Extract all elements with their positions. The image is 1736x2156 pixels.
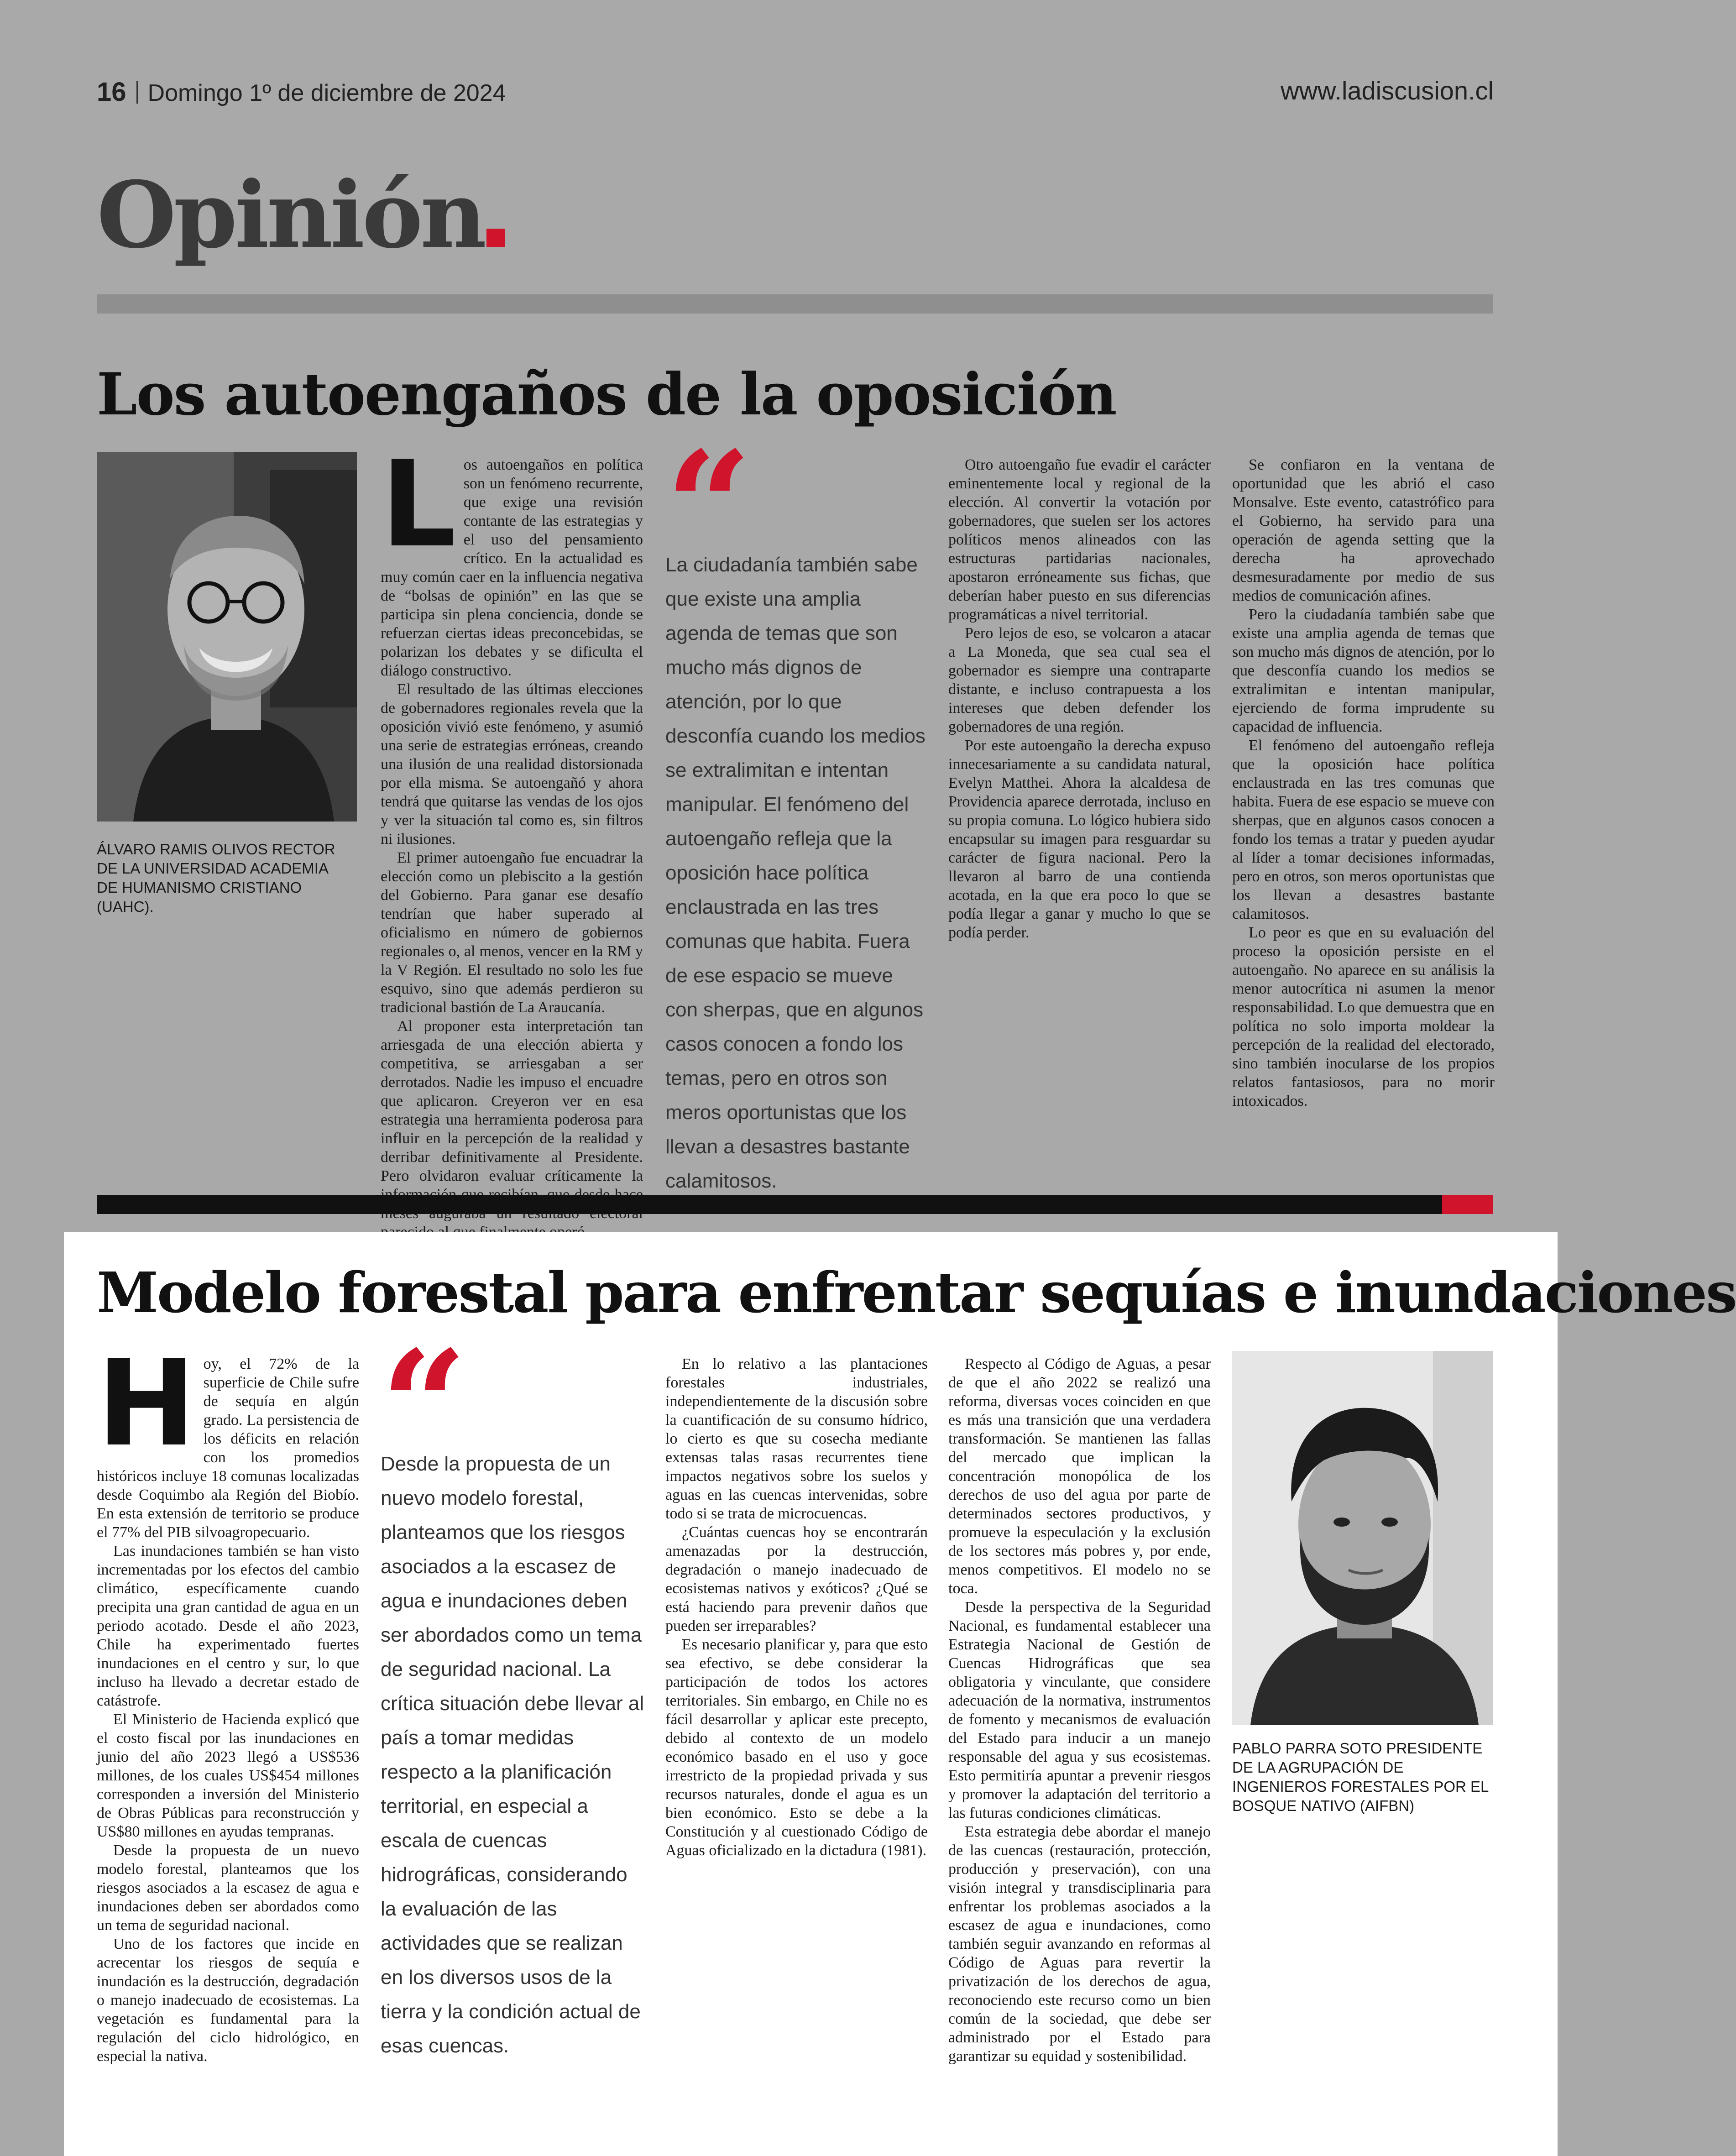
article2-headline: Modelo forestal para enfrentar sequías e inundaciones bbox=[97, 1260, 1736, 1325]
article2-paragraph: Las inundaciones también se han visto incrementadas por los efectos del cambio climático, específicamente cuando precipita una gran cantidad de agua en un periodo acotado. Desde el año 2023, Chile ha experimentado fuertes inundaciones en el centro y sur, lo que incluso ha llevado a decretar estado de catástrofe. bbox=[97, 1543, 359, 1709]
page-number: 16 bbox=[97, 77, 126, 107]
section-title bbox=[97, 162, 505, 269]
article-divider-rule bbox=[97, 1195, 1493, 1214]
section-dot-icon bbox=[486, 229, 505, 247]
author-photo-2 bbox=[1232, 1351, 1493, 1725]
article1-paragraph: Por este autoengaño la derecha expuso innecesariamente a su candidata natural, Evelyn Matthei. Ahora la alcaldesa de Providencia aparece derrotada, incluso en su propia comuna. Lo lógico hubiera sido encapsular su imagen para resguardar su carácter de figura nacional. Pero la llevaron al barro de una contienda acotada, en la que era poco lo que se podía llegar a ganar y mucho lo que se podía perder. bbox=[948, 737, 1211, 941]
section-rule bbox=[97, 294, 1493, 314]
article2-column-4 bbox=[948, 1355, 1211, 2130]
drop-cap: L bbox=[381, 436, 456, 574]
article1-paragraph bbox=[381, 436, 643, 680]
quote-mark-icon: “ bbox=[665, 418, 734, 595]
website-link[interactable]: www.ladiscusion.cl bbox=[1281, 76, 1494, 105]
article2-paragraph: En lo relativo a las plantaciones forestales industriales, independientemente de la discusión sobre la cuantificación de su consumo hídrico, lo cierto es que su cosecha mediante extensas talas rasas recurrentes tiene impactos negativos sobre los suelos y aguas en las cuencas intervenidas, sobre todo si se trata de microcuencas. bbox=[665, 1355, 928, 1522]
article1-paragraph: Al proponer esta interpretación tan arriesgada de una elección abierta y competitiva, se arriesgaban a ser derrotados. Nadie les impuso el encuadre que aplicaron. Creyeron ver en esa estrategia una herramienta poderosa para influir en la percepción de la realidad y derribar definitivamente al Presidente. Pero olvidaron evaluar críticamente la bbox=[381, 1018, 643, 1184]
article2-pull-quote bbox=[381, 1317, 648, 2063]
drop-cap: H bbox=[97, 1335, 196, 1473]
article2-paragraph: Es necesario planificar y, para que esto sea efectivo, se debe considerar la participación de todos los actores territoriales. Sin embargo, en Chile no es fácil desarrollar y aplicar este precepto, debido al contexto de un modelo económico basado en el uso y goce irrestricto de la propiedad privada y sus recursos naturales, donde el agua es un bien económico. Esto se debe a la Constitución y al cuestionado Código de Aguas oficializado en la dictadura (1981). bbox=[665, 1636, 928, 1859]
article2-paragraph: El Ministerio de Hacienda explicó que el costo fiscal por las inundaciones en junio del año 2023 llegó a US$536 millones, de los cuales US$454 millones corresponden a inversión del Ministerio de Obras Públicas para reconstrucción y US$80 millones en ayudas tempranas. bbox=[97, 1711, 359, 1840]
page-date: Domingo 1º de diciembre de 2024 bbox=[147, 80, 506, 106]
article1-paragraph: El resultado de las últimas elecciones de gobernadores regionales revela que la oposición vivió este fenómeno, y asumió una serie de estrategias erróneas, creando una ilusión de una realidad distorsionada por ella misma. Se autoengañó y ahora tendrá que quitarse las vendas de los ojos y ver la situación tal como es, sin filtros ni ilusiones. bbox=[381, 681, 643, 848]
article1-column-4 bbox=[1232, 455, 1495, 1186]
author-photo-1 bbox=[97, 452, 357, 822]
author-caption-2: PABLO PARRA SOTO PRESIDENTE DE LA AGRUPACIÓN DE INGENIEROS FORESTALES POR EL BOSQUE NATIVO (AIFBN) bbox=[1232, 1740, 1489, 1814]
quote-mark-icon: “ bbox=[381, 1317, 449, 1494]
article1-paragraph: Pero la ciudadanía también sabe que existe una amplia agenda de temas que son mucho más dignos de atención, por lo que desconfía cuando los medios se extralimitan e intentan manipular, ejerciendo de forma imprudente su capacidad de influencia. bbox=[1232, 606, 1495, 735]
article2-paragraph: Esta estrategia debe abordar el manejo de las cuencas (restauración, protección, producción y preservación), con una visión integral y transdisciplinaria para enfrentar los problemas asociados a la escasez de agua e inundaciones, como también seguir avanzando en reformas al Código de Aguas para revertir la privatización de los derechos de agua, reconociendo este recurso como un bien común de la sociedad, que debe ser administrado por el Estado para garantizar su equidad y sostenibilidad. bbox=[948, 1823, 1211, 2065]
article2-paragraph: ¿Cuántas cuencas hoy se encontrarán amenazadas por la destrucción, degradación o manejo inadecuado de ecosistemas nativos y exóticos? ¿Qué se está haciendo para prevenir daños que pueden ser irreparables? bbox=[665, 1524, 928, 1634]
article2-paragraph: Uno de los factores que incide en acrecentar los riesgos de sequía e inundación es la destrucción, degradación o manejo inadecuado de ecosistemas. La vegetación es fundamental para la regulación del ciclo hidrológico, en especial la nativa. bbox=[97, 1936, 359, 2065]
article-divider-accent bbox=[1442, 1195, 1493, 1214]
article2-paragraph-text: oy, el 72% de la superficie de Chile sufre de sequía en algún grado. La persistencia de los déficits en relación con los promedios históricos incluye 18 comunas localizadas desde Coquimbo ala Región del Biobío. En esta extensión de territorio se produce el 77% del PIB silvoagropecuario. bbox=[97, 1355, 359, 1541]
article1-paragraph: El fenómeno del autoengaño refleja que la oposición hace política enclaustrada en las tres comunas que habita. Fuera de ese espacio se mueve con sherpas, que en algunos casos conocen a fondo los temas a tratar y pueden ayudar al líder a tomar decisiones informadas, pero en otros, son meros oportunistas que los llevan a desastres bastante calamitosos. bbox=[1232, 737, 1495, 922]
author-portrait-2-icon bbox=[1232, 1351, 1493, 1725]
article1-column-1 bbox=[381, 436, 643, 1186]
article1-paragraph: Se confiaron en la ventana de oportunidad que les abrió el caso Monsalve. Este evento, catastrófico para el Gobierno, ha servido para una operación de agenda setting que la derecha ha aprovechado desmesuradamente por medio de sus medios de comunicación afines. bbox=[1232, 456, 1495, 604]
article1-paragraph: Otro autoengaño fue evadir el carácter eminentemente local y regional de la elección. Al convertir la votación por gobernadores, que suelen ser los actores políticos menos alineados con las estructuras partidarias nacionales, apostaron erróneamente sus fichas, que deberían haber puesto en sus diferencias programáticas a nivel territorial. bbox=[948, 456, 1211, 623]
article1-paragraph: Lo peor es que en su evaluación del proceso la oposición persiste en el autoengaño. No aparece en su análisis la menor autocrítica ni asumen la menor responsabilidad. Lo que demuestra que en política no solo importa moldear la percepción de la realidad del electorado, sino también inocularse de los propios relatos fantasiosos, para no morir intoxicados. bbox=[1232, 924, 1495, 1109]
article2-paragraph: Desde la perspectiva de la Seguridad Nacional, es fundamental establecer una Estrategia Nacional de Gestión de Cuencas Hidrográficas que sea obligatoria y vinculante, que considere adecuación de la normativa, instrumentos de fomento y mecanismos de evaluación del Estado para inducir a un manejo responsable del agua y sus ecosistemas. Esto permitiría apuntar a prevenir riesgos y promover la adaptación del territorio a las futuras condiciones climáticas. bbox=[948, 1599, 1211, 1821]
author-caption-1: ÁLVARO RAMIS OLIVOS RECTOR DE LA UNIVERSIDAD ACADEMIA DE HUMANISMO CRISTIANO (UAHC). bbox=[97, 841, 335, 915]
pull-quote-text: La ciudadanía también sabe que existe una amplia agenda de temas que son mucho más dignos de atención, por lo que desconfía cuando los medios se extralimitan e intentan manipular. El fenómeno del autoengaño refleja que la oposición hace política enclaustrada en las tres comunas que habita. Fuera de ese espacio se mueve con sherpas, que en algunos casos conocen a fondo los temas, pero en otros son meros oportunistas que los llevan a desastres bastante calamitosos. bbox=[665, 554, 926, 1192]
article2-paragraph: Desde la propuesta de un nuevo modelo forestal, planteamos que los riesgos asociados a la escasez de agua e inundaciones deben ser abordados como un tema de seguridad nacional. bbox=[97, 1842, 359, 1934]
article1-paragraph: El primer autoengaño fue encuadrar la elección como un plebiscito a la gestión del Gobierno. Para ganar ese desafío tendrían que haber superado al oficialismo en número de gobiernos regionales o, al menos, vencer en la RM y la V Región. El resultado no solo les fue esquivo, sino que además perdieron su tradicional bastión de La Araucanía. bbox=[381, 849, 643, 1016]
author-portrait-1-icon bbox=[97, 452, 357, 822]
article1-headline: Los autoengaños de la oposición bbox=[97, 361, 1116, 428]
article1-paragraph-text: os autoengaños en política son un fenómeno recurrente, que exige una revisión contante de las estrategias y el uso del pensamiento crítico. En la actualidad es muy común caer en la influencia negativa de “bolsas de opinión” en las que se participa sin plena conciencia, donde se refuerzan ciertas ideas preconcebidas, se polarizan los debates y se dificulta el diálogo constructivo. bbox=[381, 456, 643, 679]
article2-column-3 bbox=[665, 1355, 928, 2130]
article2-column-1 bbox=[97, 1335, 359, 2130]
article1-column-3 bbox=[948, 455, 1211, 1186]
pull-quote-text: Desde la propuesta de un nuevo modelo forestal, planteamos que los riesgos asociados a la escasez de agua e inundaciones deben ser abordados como un tema de seguridad nacional. La crítica situación debe llevar al país a tomar medidas respecto a la planificación territorial, en especial a escala de cuencas hidrográficas, considerando la evaluación de las actividades que se realizan en los diversos usos de la tierra y la condición actual de esas cuencas. bbox=[381, 1453, 644, 2057]
article2-paragraph: Respecto al Código de Aguas, a pesar de que el año 2022 se realizó una reforma, diversas voces coinciden en que es más una transición que una verdadera transformación. Se mantienen las fallas del mercado que implican la concentración monopólica de los derechos de uso del agua por parte de determinados sectores productivos, y promueve la especulación y la exclusión de los sectores más pobres y, por ende, menos competitivos. El modelo no se toca. bbox=[948, 1355, 1211, 1597]
section-title-text: Opinión bbox=[97, 162, 484, 269]
page-folio bbox=[97, 77, 506, 107]
article2-paragraph bbox=[97, 1335, 359, 1542]
folio-divider bbox=[136, 81, 138, 104]
article1-pull-quote bbox=[665, 418, 930, 1198]
article1-paragraph: Pero lejos de eso, se volcaron a atacar a La Moneda, que sea cual sea el gobernador es siempre una contraparte distante, e incluso contrapuesta a los intereses que deben defender los gobernadores de una región. bbox=[948, 625, 1211, 735]
